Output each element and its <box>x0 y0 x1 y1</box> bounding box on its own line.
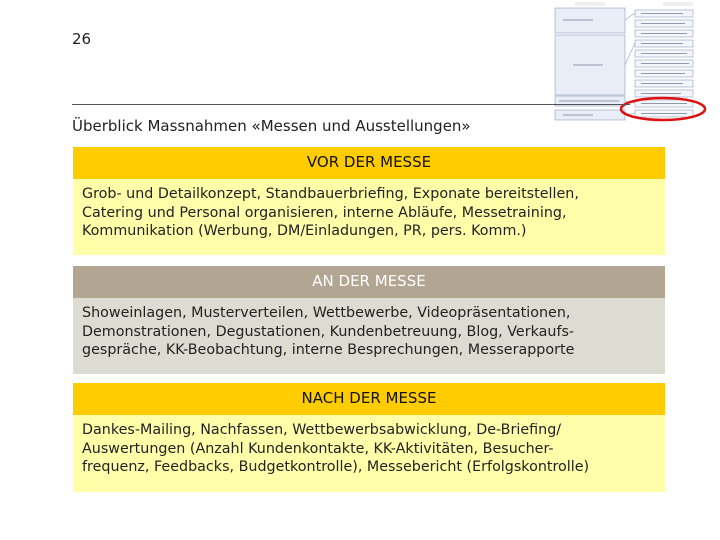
section-after-fair <box>73 383 665 492</box>
body-line: Showeinlagen, Musterverteilen, Wettbewerbe, Videopräsentationen, <box>82 305 571 321</box>
section-during-fair <box>73 266 665 374</box>
section-header-during: AN DER MESSE <box>73 266 665 298</box>
body-line: Grob- und Detailkonzept, Standbauerbriefing, Exponate bereitstellen, <box>82 186 579 202</box>
section-body-during <box>73 298 665 374</box>
section-header-before: VOR DER MESSE <box>73 147 665 179</box>
section-before-fair <box>73 147 665 255</box>
body-line: Demonstrationen, Degustationen, Kundenbetreuung, Blog, Verkaufs- <box>82 323 575 340</box>
title-divider <box>72 104 630 105</box>
body-line: frequenz, Feedbacks, Budgetkontrolle), Messebericht (Erfolgskontrolle) <box>82 459 590 475</box>
body-line: gespräche, KK-Beobachtung, interne Besprechungen, Messerapporte <box>82 342 575 358</box>
page-number: 26 <box>72 30 92 48</box>
process-diagram-thumbnail <box>553 0 711 130</box>
section-header-after: NACH DER MESSE <box>73 383 665 415</box>
body-line: Dankes-Mailing, Nachfassen, Wettbewerbsabwicklung, De-Briefing/ <box>82 422 562 438</box>
body-line: Catering und Personal organisieren, interne Abläufe, Messetraining, <box>82 204 567 221</box>
body-line: Kommunikation (Werbung, DM/Einladungen, PR, pers. Komm.) <box>82 223 527 239</box>
section-body-before <box>73 179 665 255</box>
page-title: Überblick Massnahmen «Messen und Ausstellungen» <box>72 117 471 135</box>
body-line: Auswertungen (Anzahl Kundenkontakte, KK-Aktivitäten, Besucher- <box>82 440 554 457</box>
section-body-after <box>73 415 665 492</box>
